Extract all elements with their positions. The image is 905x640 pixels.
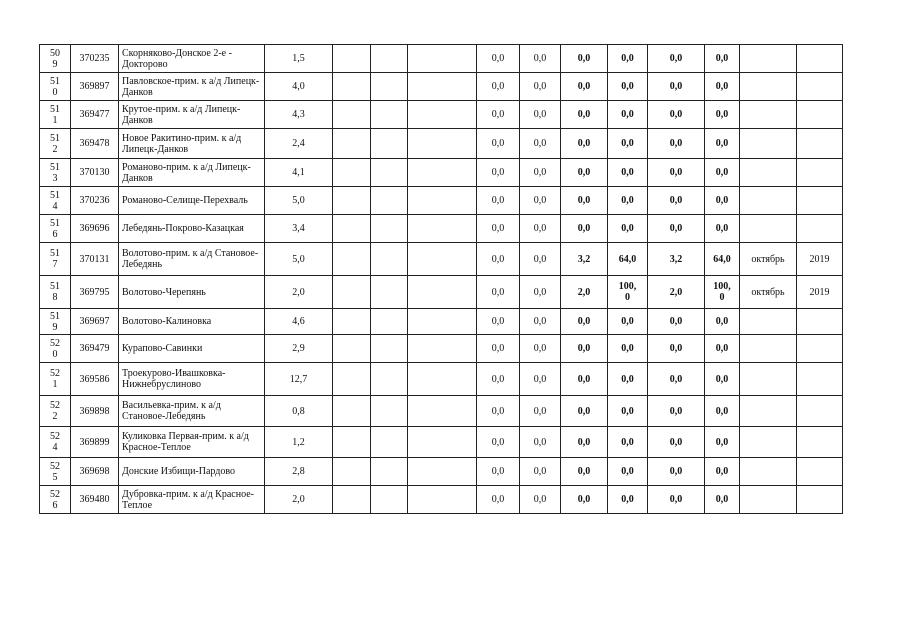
empty-col-2 (371, 159, 408, 187)
empty-col-3 (408, 363, 477, 396)
empty-col-1 (333, 427, 371, 458)
value-3: 0,0 (561, 363, 608, 396)
empty-col-3 (408, 215, 477, 243)
value-2: 0,0 (520, 309, 561, 335)
value-5: 0,0 (648, 335, 705, 363)
value-3: 2,0 (561, 276, 608, 309)
table-row (40, 215, 843, 243)
empty-col-3 (408, 159, 477, 187)
road-code: 370130 (71, 159, 119, 187)
road-code: 369586 (71, 363, 119, 396)
month-cell (740, 309, 797, 335)
empty-col-1 (333, 243, 371, 276)
empty-col-1 (333, 396, 371, 427)
empty-col-2 (371, 309, 408, 335)
empty-col-1 (333, 309, 371, 335)
value-5: 0,0 (648, 309, 705, 335)
road-code: 369897 (71, 73, 119, 101)
road-length: 5,0 (265, 187, 333, 215)
value-6: 0,0 (705, 458, 740, 486)
value-3: 0,0 (561, 159, 608, 187)
value-5: 0,0 (648, 458, 705, 486)
value-5: 0,0 (648, 73, 705, 101)
value-1: 0,0 (477, 276, 520, 309)
table-row (40, 243, 843, 276)
month-cell (740, 129, 797, 159)
value-6: 0,0 (705, 129, 740, 159)
road-code: 370235 (71, 45, 119, 73)
road-name: Скорняково-Донское 2-е - Доктopово (119, 45, 265, 73)
value-4: 0,0 (608, 73, 648, 101)
value-1: 0,0 (477, 309, 520, 335)
empty-col-3 (408, 486, 477, 514)
value-6: 64,0 (705, 243, 740, 276)
road-code: 369479 (71, 335, 119, 363)
road-name: Донские Избищи-Пардово (119, 458, 265, 486)
empty-col-3 (408, 73, 477, 101)
value-2: 0,0 (520, 243, 561, 276)
road-length: 4,0 (265, 73, 333, 101)
value-3: 0,0 (561, 486, 608, 514)
road-name: Троекурово-Ивашковка-Нижнебруслиново (119, 363, 265, 396)
value-5: 0,0 (648, 427, 705, 458)
empty-col-3 (408, 276, 477, 309)
value-6: 100, 0 (705, 276, 740, 309)
road-table (39, 44, 843, 514)
table-row (40, 101, 843, 129)
empty-col-3 (408, 243, 477, 276)
value-4: 0,0 (608, 309, 648, 335)
road-length: 2,0 (265, 276, 333, 309)
value-1: 0,0 (477, 243, 520, 276)
month-cell (740, 396, 797, 427)
value-5: 0,0 (648, 215, 705, 243)
road-length: 12,7 (265, 363, 333, 396)
value-2: 0,0 (520, 396, 561, 427)
row-index: 52 5 (40, 458, 71, 486)
table-row (40, 396, 843, 427)
value-2: 0,0 (520, 458, 561, 486)
row-index: 51 0 (40, 73, 71, 101)
empty-col-2 (371, 129, 408, 159)
empty-col-1 (333, 276, 371, 309)
year-cell (797, 458, 843, 486)
value-3: 0,0 (561, 73, 608, 101)
table-row (40, 486, 843, 514)
value-4: 100, 0 (608, 276, 648, 309)
row-index: 51 8 (40, 276, 71, 309)
empty-col-2 (371, 73, 408, 101)
road-name: Крутое-прим. к а/д Липецк-Данков (119, 101, 265, 129)
month-cell (740, 363, 797, 396)
value-3: 0,0 (561, 427, 608, 458)
table-row (40, 129, 843, 159)
road-length: 2,8 (265, 458, 333, 486)
year-cell (797, 187, 843, 215)
road-name: Васильевка-прим. к а/д Становое-Лебедянь (119, 396, 265, 427)
month-cell (740, 215, 797, 243)
road-length: 4,6 (265, 309, 333, 335)
value-1: 0,0 (477, 159, 520, 187)
year-cell (797, 73, 843, 101)
road-length: 5,0 (265, 243, 333, 276)
value-4: 0,0 (608, 396, 648, 427)
table-row (40, 73, 843, 101)
empty-col-2 (371, 486, 408, 514)
empty-col-1 (333, 73, 371, 101)
road-code: 369795 (71, 276, 119, 309)
empty-col-1 (333, 159, 371, 187)
table-row (40, 363, 843, 396)
row-index: 52 2 (40, 396, 71, 427)
value-2: 0,0 (520, 427, 561, 458)
value-1: 0,0 (477, 101, 520, 129)
empty-col-1 (333, 458, 371, 486)
value-5: 2,0 (648, 276, 705, 309)
row-index: 52 1 (40, 363, 71, 396)
value-3: 0,0 (561, 309, 608, 335)
value-2: 0,0 (520, 101, 561, 129)
value-5: 3,2 (648, 243, 705, 276)
table-row (40, 309, 843, 335)
empty-col-1 (333, 101, 371, 129)
year-cell (797, 309, 843, 335)
road-length: 1,2 (265, 427, 333, 458)
value-3: 0,0 (561, 45, 608, 73)
empty-col-2 (371, 187, 408, 215)
road-length: 2,4 (265, 129, 333, 159)
empty-col-3 (408, 309, 477, 335)
value-6: 0,0 (705, 486, 740, 514)
value-4: 0,0 (608, 486, 648, 514)
row-index: 51 9 (40, 309, 71, 335)
value-2: 0,0 (520, 276, 561, 309)
road-code: 370236 (71, 187, 119, 215)
value-1: 0,0 (477, 396, 520, 427)
value-6: 0,0 (705, 396, 740, 427)
value-4: 0,0 (608, 458, 648, 486)
table-row (40, 335, 843, 363)
year-cell (797, 396, 843, 427)
empty-col-3 (408, 458, 477, 486)
empty-col-1 (333, 129, 371, 159)
empty-col-3 (408, 335, 477, 363)
empty-col-3 (408, 187, 477, 215)
value-2: 0,0 (520, 129, 561, 159)
value-4: 0,0 (608, 427, 648, 458)
table-row (40, 187, 843, 215)
row-index: 51 6 (40, 215, 71, 243)
value-6: 0,0 (705, 363, 740, 396)
value-4: 0,0 (608, 215, 648, 243)
road-name: Куликовка Первая-прим. к а/д Красное-Теплое (119, 427, 265, 458)
month-cell (740, 159, 797, 187)
table-row (40, 159, 843, 187)
table-row (40, 458, 843, 486)
month-cell: октябрь (740, 243, 797, 276)
row-index: 51 4 (40, 187, 71, 215)
road-name: Курапово-Савинки (119, 335, 265, 363)
empty-col-2 (371, 335, 408, 363)
road-name: Романово-прим. к а/д Липецк-Данков (119, 159, 265, 187)
value-1: 0,0 (477, 335, 520, 363)
value-6: 0,0 (705, 73, 740, 101)
value-2: 0,0 (520, 335, 561, 363)
year-cell: 2019 (797, 243, 843, 276)
table-row (40, 45, 843, 73)
value-2: 0,0 (520, 363, 561, 396)
year-cell (797, 215, 843, 243)
value-4: 64,0 (608, 243, 648, 276)
empty-col-3 (408, 45, 477, 73)
month-cell: октябрь (740, 276, 797, 309)
month-cell (740, 45, 797, 73)
value-5: 0,0 (648, 396, 705, 427)
row-index: 51 3 (40, 159, 71, 187)
value-2: 0,0 (520, 159, 561, 187)
value-6: 0,0 (705, 215, 740, 243)
road-length: 2,9 (265, 335, 333, 363)
year-cell: 2019 (797, 276, 843, 309)
month-cell (740, 335, 797, 363)
value-1: 0,0 (477, 45, 520, 73)
year-cell (797, 335, 843, 363)
empty-col-2 (371, 276, 408, 309)
value-1: 0,0 (477, 486, 520, 514)
value-3: 0,0 (561, 335, 608, 363)
road-name: Лебедянь-Покрово-Казацкая (119, 215, 265, 243)
empty-col-3 (408, 101, 477, 129)
road-code: 369477 (71, 101, 119, 129)
year-cell (797, 101, 843, 129)
value-5: 0,0 (648, 159, 705, 187)
value-1: 0,0 (477, 129, 520, 159)
row-index: 50 9 (40, 45, 71, 73)
road-name: Волотово-Черепянь (119, 276, 265, 309)
empty-col-2 (371, 363, 408, 396)
month-cell (740, 458, 797, 486)
value-1: 0,0 (477, 187, 520, 215)
empty-col-2 (371, 396, 408, 427)
road-length: 2,0 (265, 486, 333, 514)
value-3: 0,0 (561, 101, 608, 129)
value-1: 0,0 (477, 215, 520, 243)
road-code: 370131 (71, 243, 119, 276)
road-code: 369697 (71, 309, 119, 335)
road-name: Дубровка-прим. к а/д Красное-Теплое (119, 486, 265, 514)
month-cell (740, 486, 797, 514)
row-index: 51 1 (40, 101, 71, 129)
road-code: 369899 (71, 427, 119, 458)
value-6: 0,0 (705, 335, 740, 363)
value-2: 0,0 (520, 187, 561, 215)
year-cell (797, 159, 843, 187)
value-6: 0,0 (705, 309, 740, 335)
value-4: 0,0 (608, 45, 648, 73)
value-6: 0,0 (705, 159, 740, 187)
value-1: 0,0 (477, 458, 520, 486)
road-name: Волотово-Калиновка (119, 309, 265, 335)
value-1: 0,0 (477, 363, 520, 396)
value-6: 0,0 (705, 101, 740, 129)
road-name: Павловское-прим. к а/д Липецк-Данков (119, 73, 265, 101)
month-cell (740, 73, 797, 101)
month-cell (740, 427, 797, 458)
empty-col-1 (333, 215, 371, 243)
road-code: 369698 (71, 458, 119, 486)
empty-col-1 (333, 45, 371, 73)
empty-col-3 (408, 129, 477, 159)
row-index: 51 2 (40, 129, 71, 159)
row-index: 52 4 (40, 427, 71, 458)
value-6: 0,0 (705, 187, 740, 215)
row-index: 51 7 (40, 243, 71, 276)
value-2: 0,0 (520, 486, 561, 514)
value-5: 0,0 (648, 101, 705, 129)
value-5: 0,0 (648, 486, 705, 514)
year-cell (797, 129, 843, 159)
year-cell (797, 45, 843, 73)
value-6: 0,0 (705, 427, 740, 458)
value-4: 0,0 (608, 187, 648, 215)
value-4: 0,0 (608, 363, 648, 396)
table-body (40, 45, 843, 514)
year-cell (797, 486, 843, 514)
empty-col-1 (333, 187, 371, 215)
value-4: 0,0 (608, 159, 648, 187)
value-4: 0,0 (608, 335, 648, 363)
value-1: 0,0 (477, 73, 520, 101)
value-3: 0,0 (561, 129, 608, 159)
value-4: 0,0 (608, 101, 648, 129)
empty-col-2 (371, 101, 408, 129)
value-3: 0,0 (561, 458, 608, 486)
month-cell (740, 101, 797, 129)
road-code: 369696 (71, 215, 119, 243)
road-name: Новое Ракитино-прим. к а/д Липецк-Данков (119, 129, 265, 159)
value-1: 0,0 (477, 427, 520, 458)
value-5: 0,0 (648, 45, 705, 73)
month-cell (740, 187, 797, 215)
value-3: 0,0 (561, 187, 608, 215)
year-cell (797, 363, 843, 396)
table-row (40, 276, 843, 309)
road-code: 369898 (71, 396, 119, 427)
road-name: Волотово-прим. к а/д Становое-Лебедянь (119, 243, 265, 276)
road-length: 1,5 (265, 45, 333, 73)
empty-col-2 (371, 458, 408, 486)
value-5: 0,0 (648, 129, 705, 159)
road-code: 369478 (71, 129, 119, 159)
road-length: 4,3 (265, 101, 333, 129)
road-length: 3,4 (265, 215, 333, 243)
value-3: 3,2 (561, 243, 608, 276)
value-3: 0,0 (561, 215, 608, 243)
road-length: 0,8 (265, 396, 333, 427)
empty-col-1 (333, 363, 371, 396)
value-3: 0,0 (561, 396, 608, 427)
value-2: 0,0 (520, 45, 561, 73)
empty-col-3 (408, 427, 477, 458)
value-2: 0,0 (520, 215, 561, 243)
road-length: 4,1 (265, 159, 333, 187)
empty-col-2 (371, 45, 408, 73)
empty-col-2 (371, 427, 408, 458)
road-code: 369480 (71, 486, 119, 514)
row-index: 52 6 (40, 486, 71, 514)
value-2: 0,0 (520, 73, 561, 101)
value-6: 0,0 (705, 45, 740, 73)
road-name: Романово-Селище-Перехваль (119, 187, 265, 215)
empty-col-1 (333, 335, 371, 363)
empty-col-2 (371, 215, 408, 243)
value-4: 0,0 (608, 129, 648, 159)
empty-col-1 (333, 486, 371, 514)
year-cell (797, 427, 843, 458)
table-row (40, 427, 843, 458)
empty-col-3 (408, 396, 477, 427)
value-5: 0,0 (648, 363, 705, 396)
empty-col-2 (371, 243, 408, 276)
row-index: 52 0 (40, 335, 71, 363)
value-5: 0,0 (648, 187, 705, 215)
